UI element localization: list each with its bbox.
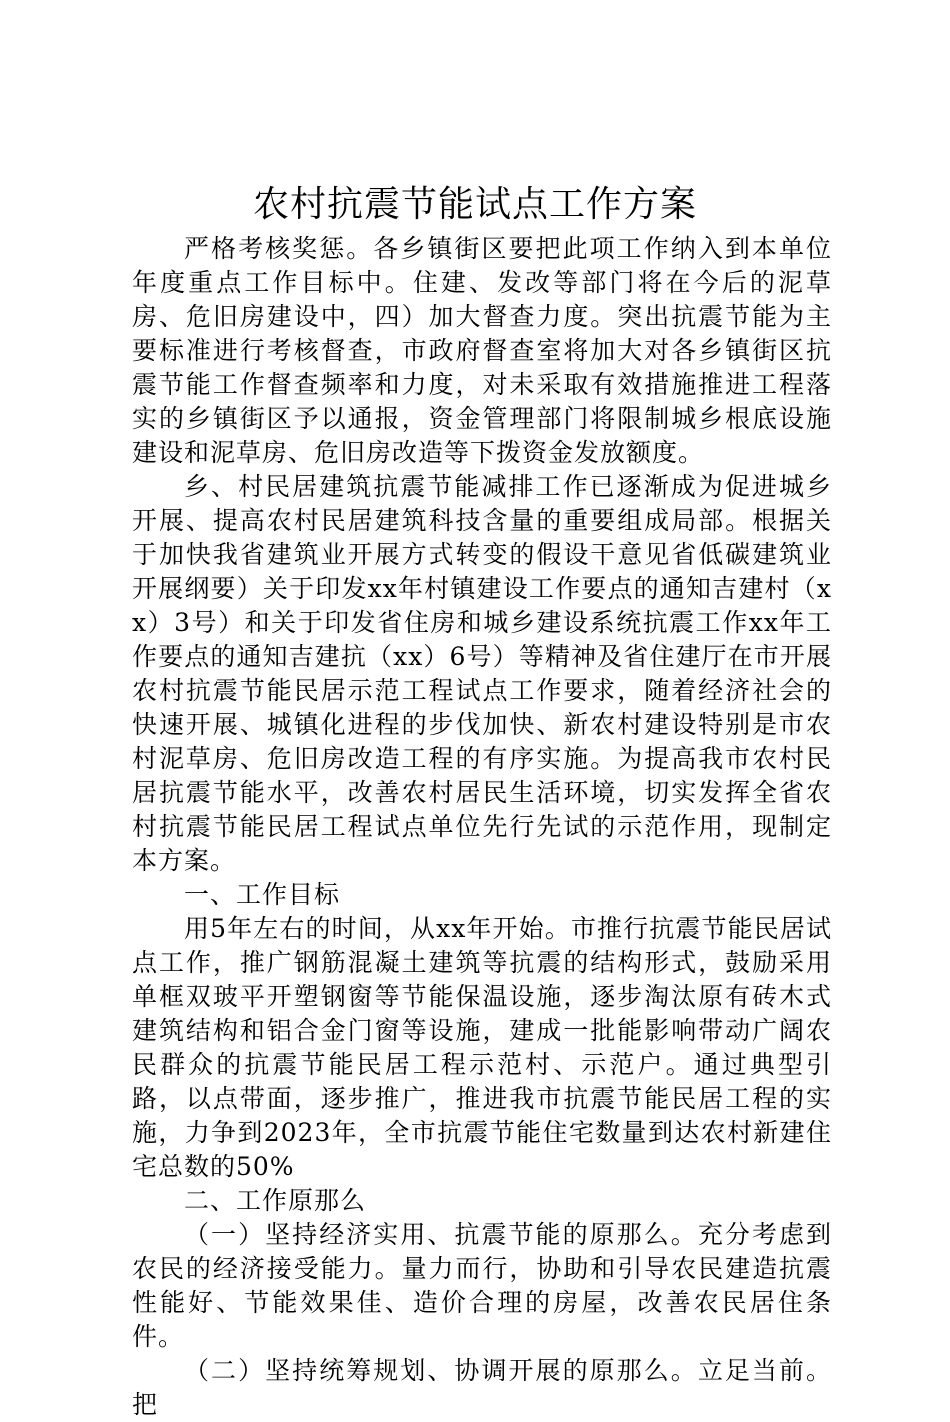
section-heading-principles: 二、工作原那么	[184, 1186, 367, 1215]
paragraph-rewards-penalties: 严格考核奖惩。各乡镇街区要把此项工作纳入到本单位年度重点工作目标中。住建、发改等部门将在今后的泥草房、危旧房建设中，四）加大督查力度。突出抗震节能为主要标准进行考核督查，市政府督查室将加大对各乡镇街区抗震节能工作督查频率和力度，对未采取有效措施推进工程落实的乡镇街区予以通报，资金管理部门将限制城乡根底设施建设和泥草房、危旧房改造等下拨资金发放额度。	[132, 234, 832, 467]
document-title: 农村抗震节能试点工作方案	[252, 184, 697, 225]
paragraph-principle-2: （二）坚持统筹规划、协调开展的原那么。立足当前。把	[132, 1356, 832, 1419]
paragraph-principle-1: （一）坚持经济实用、抗震节能的原那么。充分考虑到农民的经济接受能力。量力而行，协助和引导农民建造抗震性能好、节能效果佳、造价合理的房屋，改善农民居住条件。	[132, 1220, 832, 1351]
document-body	[132, 232, 832, 1422]
paragraph-background: 乡、村民居建筑抗震节能减排工作已逐渐成为促进城乡开展、提高农村民居建筑科技含量的重要组成局部。根据关于加快我省建筑业开展方式转变的假设干意见省低碳建筑业开展纲要）关于印发xx年村镇建设工作要点的通知吉建村（xx）3号）和关于印发省住房和城乡建设系统抗震工作xx年工作要点的通知吉建抗（xx）6号）等精神及省住建厅在市开展农村抗震节能民居示范工程试点工作要求，随着经济社会的快速开展、城镇化进程的步伐加快、新农村建设特别是市农村泥草房、危旧房改造工程的有序实施。为提高我市农村民居抗震节能水平，改善农村居民生活环境，切实发挥全省农村抗震节能民居工程试点单位先行先试的示范作用，现制定本方案。	[132, 472, 832, 875]
paragraph-goals: 用5年左右的时间，从xx年开始。市推行抗震节能民居试点工作，推广钢筋混凝土建筑等抗震的结构形式，鼓励采用单框双玻平开塑钢窗等节能保温设施，逐步淘汰原有砖木式建筑结构和铝合金门窗等设施，建成一批能影响带动广阔农民群众的抗震节能民居工程示范村、示范户。通过典型引路，以点带面，逐步推广，推进我市抗震节能民居工程的实施，力争到2023年，全市抗震节能住宅数量到达农村新建住宅总数的50%	[132, 914, 832, 1181]
section-heading-goals: 一、工作目标	[184, 880, 341, 909]
